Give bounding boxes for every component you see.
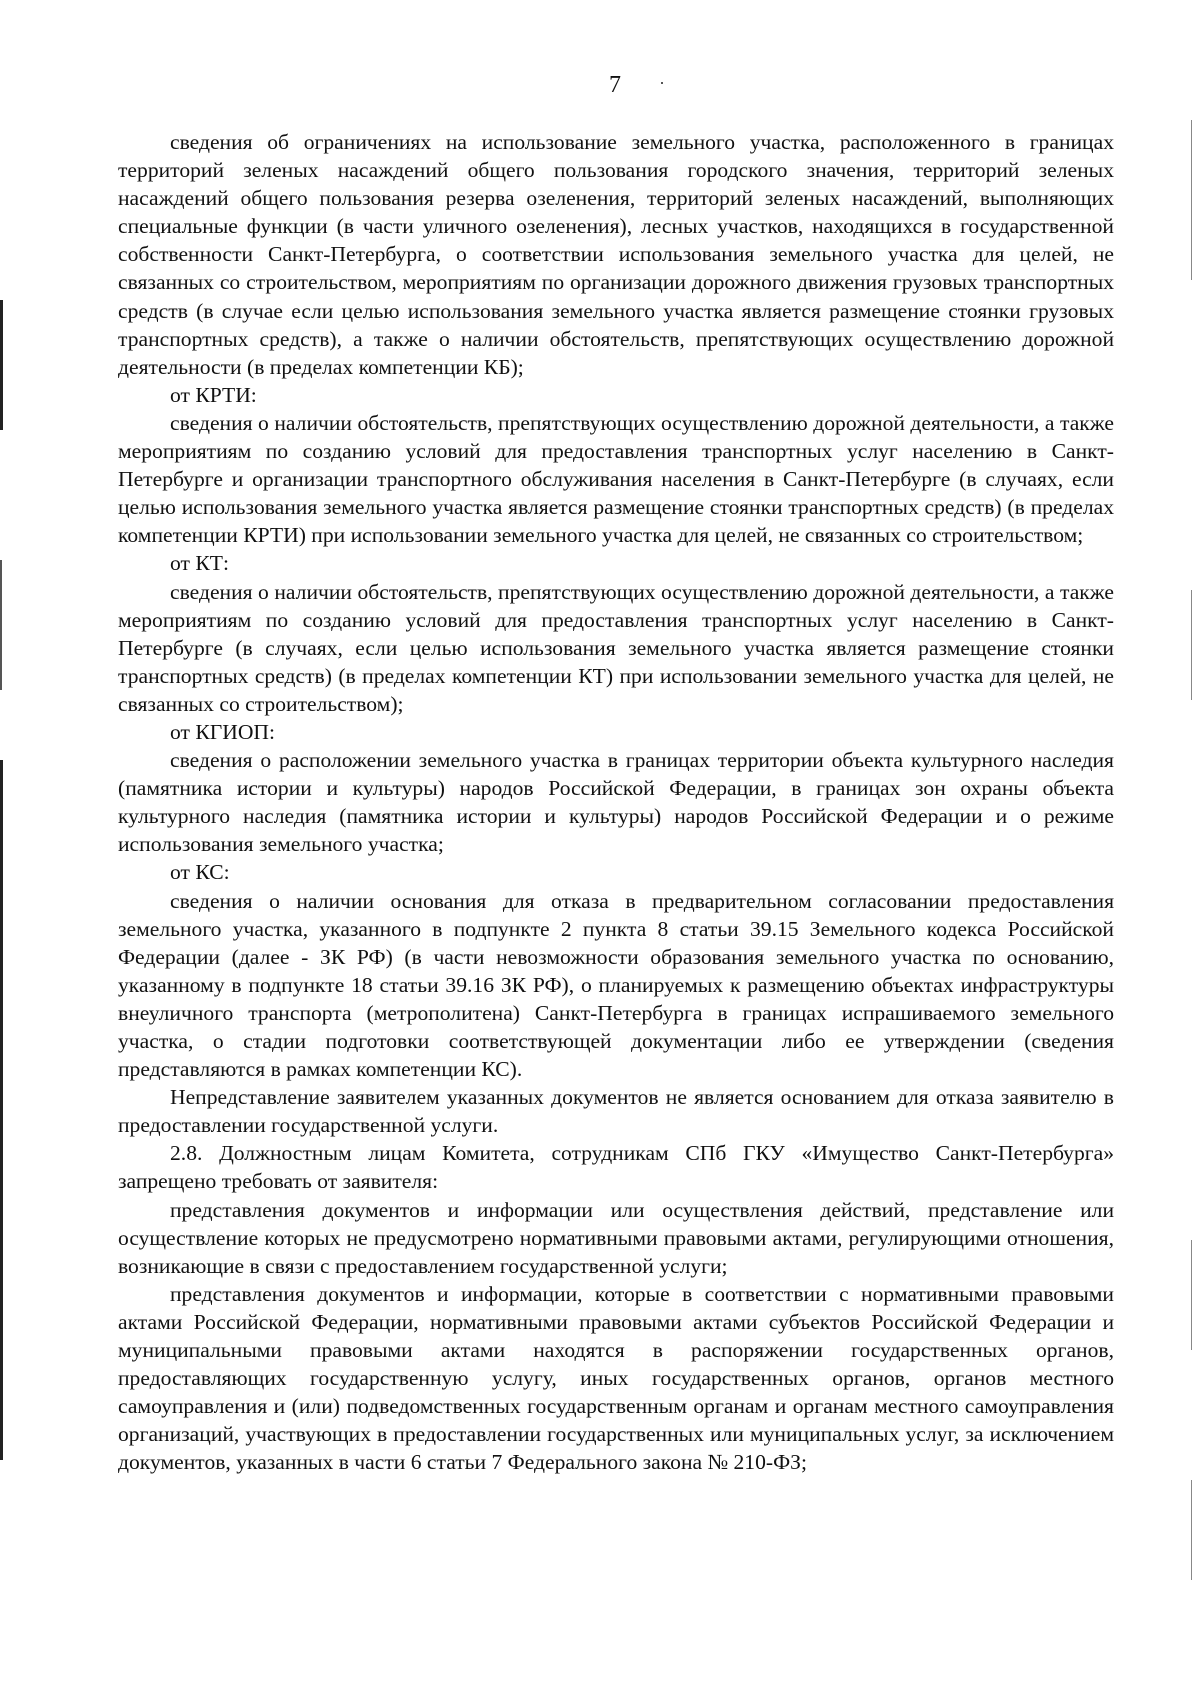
scan-edge-mark (0, 560, 2, 690)
source-heading-kgiop: от КГИОП: (170, 719, 276, 744)
paragraph-clause-2-8: 2.8. Должностным лицам Комитета, сотрудникам СПб ГКУ «Имущество Санкт-Петербурга» запрещено требовать от заявителя: (118, 1141, 1114, 1194)
paragraph-kt-info: сведения о наличии обстоятельств, препятствующих осуществлению дорожной деятельности, а также мероприятиям по созданию условий для предоставления транспортных услуг населению в Санкт-Петербурге (в случаях, если целью использования земельного участка является размещение стоянки транспортных средств) (в пределах компетенции КТ) при использовании земельного участка для целей, не связанных со строительством); (118, 579, 1114, 716)
scan-edge-mark (0, 760, 3, 1460)
scan-edge-mark (1191, 1480, 1192, 1580)
paragraph-kgiop-info: сведения о расположении земельного участка в границах территории объекта культурного наследия (памятника истории и культуры) народов Российской Федерации, в границах зон охраны объекта культурного наследия (памятника истории и культуры) народов Российской Федерации и о режиме использования земельного участка; (118, 748, 1114, 857)
paragraph-kb-info: сведения об ограничениях на использование земельного участка, расположенного в границах территорий зеленых насаждений общего пользования городского значения, территорий зеленых насаждений общего пользования резерва озеленения, территорий зеленых насаждений, выполняющих специальные функции (в части уличного озеленения), лесных участков, находящихся в государственной собственности Санкт-Петербурга, о соответствии использования земельного участка для целей, не связанных со строительством, мероприятиям по организации дорожного движения грузовых транспортных средств (в случае если целью использования земельного участка является размещение стоянки грузовых транспортных средств), а также о наличии обстоятельств, препятствующих осуществлению дорожной деятельности (в пределах компетенции КБ); (118, 130, 1114, 379)
document-body (118, 128, 1114, 1477)
source-heading-krti: от КРТИ: (170, 382, 257, 407)
source-heading-ks: от КС: (170, 860, 230, 885)
scan-edge-mark (0, 300, 3, 430)
scan-dot (661, 82, 663, 84)
scan-edge-mark (1191, 590, 1192, 700)
paragraph-prohibition-2: представления документов и информации, которые в соответствии с нормативными правовыми актами Российской Федерации, нормативными правовыми актами субъектов Российской Федерации и муниципальными правовыми актами находятся в распоряжении государственных органов, предоставляющих государственную услугу, иных государственных органов, органов местного самоуправления и (или) подведомственных государственным органам и органам местного самоуправления организаций, участвующих в предоставлении государственных или муниципальных услуг, за исключением документов, указанных в части 6 статьи 7 Федерального закона № 210-ФЗ; (118, 1281, 1114, 1475)
scan-edge-mark (1191, 1240, 1192, 1350)
paragraph-krti-info: сведения о наличии обстоятельств, препятствующих осуществлению дорожной деятельности, а также мероприятиям по созданию условий для предоставления транспортных услуг населению в Санкт-Петербурге и организации транспортного обслуживания населения в Санкт-Петербурге (в случаях, если целью использования земельного участка является размещение стоянки транспортных средств) (в пределах компетенции КРТИ) при использовании земельного участка для целей, не связанных со строительством; (118, 410, 1114, 548)
page-number: 7 (609, 72, 621, 98)
source-heading-kt: от КТ: (170, 551, 229, 576)
scan-edge-mark (1191, 120, 1192, 280)
paragraph-non-submission: Непредставление заявителем указанных документов не является основанием для отказа заявителю в предоставлении государственной услуги. (118, 1085, 1114, 1138)
paragraph-ks-info: сведения о наличии основания для отказа в предварительном согласовании предоставления земельного участка, указанного в подпункте 2 пункта 8 статьи 39.15 Земельного кодекса Российской Федерации (далее - ЗК РФ) (в части невозможности образования земельного участка по основанию, указанному в подпункте 18 статьи 39.16 ЗК РФ), о планируемых к размещению объектах инфраструктуры внеуличного транспорта (метрополитена) Санкт-Петербурга в границах испрашиваемого земельного участка, о стадии подготовки соответствующей документации либо ее утверждении (сведения представляются в рамках компетенции КС). (118, 888, 1114, 1082)
paragraph-prohibition-1: представления документов и информации или осуществления действий, представление или осуществление которых не предусмотрено нормативными правовыми актами, регулирующими отношения, возникающие в связи с предоставлением государственной услуги; (118, 1197, 1114, 1278)
